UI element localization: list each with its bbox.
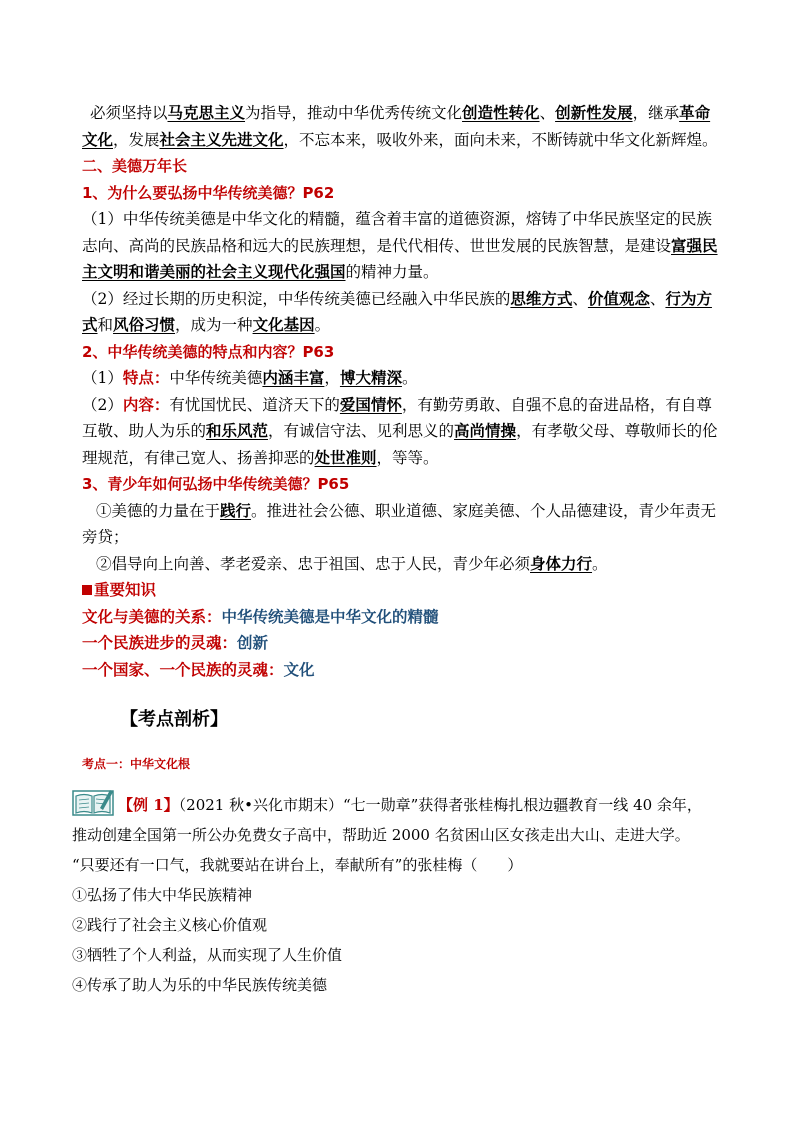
keyword: 思维方式	[510, 288, 573, 308]
text: 互敬、助人为乐的	[82, 422, 207, 440]
label: 特点：	[122, 368, 170, 387]
example-line-3: “只要还有一口气，我就要站在讲台上，奉献所有”的张桂梅（ ）	[72, 856, 523, 874]
keyword: 文化	[82, 129, 114, 149]
question-1-title: 1、为什么要弘扬中华传统美德？P62	[82, 183, 335, 202]
keyword: 和乐风范	[206, 421, 269, 440]
text: ，	[324, 369, 340, 387]
keyword: 价值观念	[587, 288, 650, 308]
question-3-title: 3、青少年如何弘扬中华传统美德？P65	[82, 475, 350, 493]
text: 重要知识	[94, 581, 157, 599]
keyword: 爱国情怀	[339, 394, 402, 414]
text: 为指导，推动中华优秀传统文化	[245, 104, 463, 122]
q3-point-2	[82, 551, 742, 578]
keyword: 创造性转化	[462, 103, 540, 122]
keyword: 马克思主义	[167, 103, 246, 122]
keyword: 身体力行	[530, 553, 593, 573]
keyword: 处世准则	[314, 447, 377, 467]
text: ，有勤劳勇敢、自强不息的奋进品格，有自尊	[401, 395, 712, 414]
text: ，有孝敬父母、尊敬师长的伦	[516, 422, 718, 440]
q2-features	[82, 365, 742, 392]
section-heading: 二、美德万年长	[82, 157, 188, 175]
q1-answer-2-line-1	[82, 286, 742, 313]
keyword: 式	[82, 315, 98, 334]
example-line-2: 推动创建全国第一所公办免费女子高中，帮助近 2000 名贫困山区女孩走出大山、走进大学。	[72, 826, 690, 844]
text: 。推进社会公德、职业道德、家庭美德、个人品德建设，青少年责无	[251, 501, 717, 520]
text: 、	[649, 289, 666, 308]
text: ，不忘本来，吸收外来，面向未来，不断铸就中华文化新辉煌。	[283, 130, 718, 149]
label: 内容：	[122, 394, 170, 414]
important-row-2	[82, 630, 742, 657]
label: 一个民族进步的灵魂：	[82, 634, 238, 652]
text: 、	[539, 104, 556, 122]
q1-answer-1-line-2	[82, 233, 742, 260]
text: 有忧国忧民、道济天下的	[169, 395, 340, 414]
text: ，发展	[113, 130, 160, 149]
keyword: 高尚情操	[454, 421, 517, 440]
keyword: 革命	[679, 103, 711, 122]
text: 志向、高尚的民族品格和远大的民族理想，是代代相传、世世发展的民族智慧，是建设	[82, 236, 672, 255]
text: 。	[314, 316, 331, 334]
text: 、	[572, 289, 588, 308]
q1-answer-1-line-3	[82, 259, 742, 286]
label: 文化与美德的关系：	[82, 607, 222, 626]
square-bullet-icon	[82, 585, 92, 595]
q1-answer-2-line-2	[82, 312, 742, 339]
keyword: 文化基因	[252, 315, 315, 334]
page-content	[82, 100, 742, 683]
value: 创新	[237, 634, 269, 652]
text: ①美德的力量在于	[96, 501, 221, 520]
text: （2）经过长期的历史积淀，中华传统美德已经融入中华民族的	[82, 289, 511, 308]
keyword: 社会主义先进文化	[159, 129, 284, 149]
text: （2）	[82, 395, 123, 414]
keyword: 主文明和谐美丽的社会主义现代化强国	[82, 262, 346, 281]
text: 的精神力量。	[345, 263, 439, 281]
keyword: 风俗习惯	[113, 315, 176, 334]
value: 中华传统美德是中华文化的精髓	[221, 607, 439, 626]
example-block	[72, 788, 752, 1000]
keyword: 行为方	[665, 288, 712, 308]
text: （1）	[82, 369, 123, 387]
text: ，等等。	[376, 448, 439, 467]
option-1: ①弘扬了伟大中华民族精神	[72, 886, 253, 904]
q2-content-line-1	[82, 392, 742, 419]
value: 文化	[283, 660, 315, 679]
option-4: ④传承了助人为乐的中华民族传统美德	[72, 976, 328, 994]
keyword: 内涵丰富	[262, 368, 325, 387]
analysis-title: 【考点剖析】	[120, 709, 228, 730]
text: ，成为一种	[175, 316, 253, 334]
text: 。	[592, 554, 608, 573]
keyword: 创新性发展	[555, 103, 633, 122]
example-line-1	[72, 788, 752, 820]
text: 和	[97, 316, 114, 334]
option-3: ③牺牲了个人利益，从而实现了人生价值	[72, 946, 343, 964]
q1-answer-1-line-1: （1）中华传统美德是中华文化的精髓，蕴含着丰富的道德资源，熔铸了中华民族坚定的民族	[82, 210, 712, 228]
q3-point-1-line-1	[82, 498, 742, 525]
label: 一个国家、一个民族的灵魂：	[82, 660, 284, 679]
text: （2021 秋•兴化市期末）“七一勋章”获得者张桂梅扎根边疆教育一线 40 余年，	[178, 796, 702, 814]
text: 理规范，有律己宽人、扬善抑恶的	[82, 448, 315, 467]
text: 。	[401, 369, 418, 387]
intro-line-1	[82, 100, 742, 127]
keyword: 践行	[220, 500, 252, 520]
text: 中华传统美德	[169, 369, 263, 387]
text: ，有诚信守法、见利思义的	[268, 422, 455, 440]
q2-content-line-3	[82, 445, 742, 472]
question-2-title: 2、中华传统美德的特点和内容？P63	[82, 342, 335, 361]
important-title	[82, 577, 742, 604]
keyword: 富强民	[671, 235, 718, 255]
text: ，继承	[632, 104, 680, 122]
important-row-1	[82, 604, 742, 631]
intro-line-2	[82, 127, 742, 154]
example-label: 【例 1】	[118, 796, 179, 814]
analysis-subtitle: 考点一：中华文化根	[82, 757, 191, 771]
keyword: 博大精深	[339, 368, 402, 387]
option-2: ②践行了社会主义核心价值观	[72, 916, 268, 934]
text: ②倡导向上向善、孝老爱亲、忠于祖国、忠于人民，青少年必须	[96, 554, 531, 573]
q3-point-1-line-2: 旁贷；	[82, 528, 129, 546]
open-book-pencil-icon	[72, 788, 114, 816]
important-row-3	[82, 657, 742, 684]
q2-content-line-2	[82, 418, 742, 445]
text: 必须坚持以	[90, 104, 168, 122]
